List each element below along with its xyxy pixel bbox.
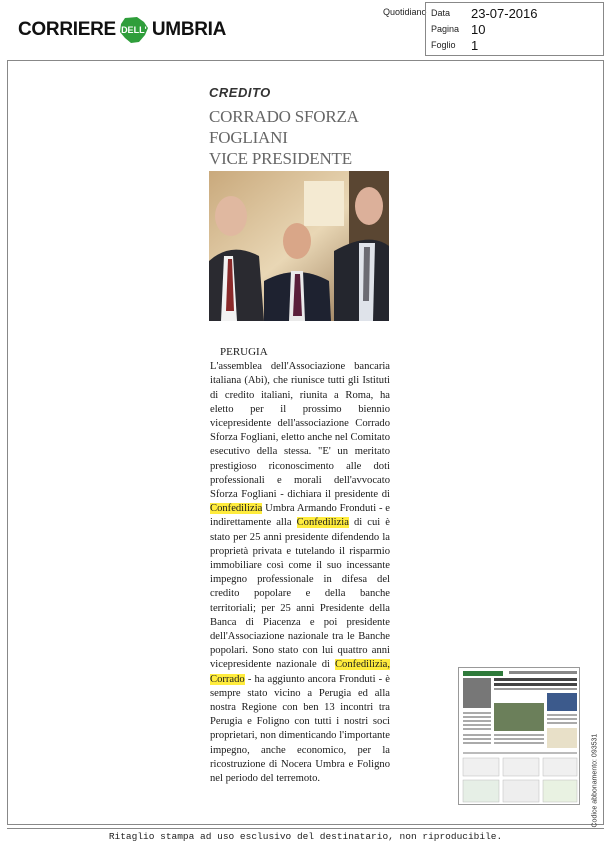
- article-body: [210, 345, 390, 786]
- headline-line: VICE PRESIDENTE: [209, 149, 352, 168]
- body-segment: - ha aggiunto ancora Fronduti - è sempre stato vicino a Perugia ed alla nostra Regione con ben 13 incontri tra Perugia e Foligno con tutti i nostri soci proprietari, non dimenticando l'importante impegno, anche economico, per la ricostruzione di Nocera Umbra e Foligno nel periodo del terremoto.: [210, 673, 390, 785]
- body-segment: Umbra Armando Fronduti - e indirettamente alla: [210, 503, 390, 529]
- article-photo: [209, 171, 389, 321]
- article-kicker: CREDITO: [209, 85, 271, 100]
- newspaper-logo: [18, 16, 226, 44]
- meta-key: Data: [431, 8, 451, 18]
- publication-type: Quotidiano: [383, 7, 427, 17]
- body-segment: L'assemblea dell'Associazione bancaria italiana (Abi), che riunisce tutti gli Istituti di credito italiani, riunita a Roma, ha eletto per il prossimo biennio vicepresidente dell'associazione Corrado Sforza Fogliani, eletto anche nel Comitato esecutivo della stessa. "E' un meritato prestigioso riconoscimento alle doti professionali e morali dell'avvocato Sforza Fogliani - dichiara il presidente di: [210, 361, 390, 501]
- meta-value: 23-07-2016: [471, 5, 538, 21]
- subscriber-code: [585, 733, 599, 828]
- logo-text-right: UMBRIA: [151, 19, 227, 40]
- clipping-meta-box: [425, 2, 604, 56]
- headline-line: CORRADO SFORZA FOGLIANI: [209, 107, 358, 147]
- meta-key: Foglio: [431, 40, 456, 50]
- body-segment: di cui è stato per 25 anni presidente difendendo la proprietà privata e tutelando il risparmio immobiliare così come il suo incessante impegno professionale in difesa del credito popolare e della banche territoriali; per 25 anni Presidente della Banca di Piacenza e poi presidente dell'Associazione nazionale tra le Banche popolari. Sono stato con lui quattro anni vicepresidente nazionale di: [210, 517, 390, 671]
- meta-value: 10: [471, 21, 486, 37]
- highlighted-term: Confedilizia: [210, 503, 263, 515]
- meta-value: 1: [471, 37, 479, 53]
- meta-row-page: [431, 21, 485, 37]
- subscriber-code-text: Codice abbonamento: 093531: [591, 733, 599, 828]
- meta-row-sheet: [431, 37, 478, 53]
- highlighted-term: Confedilizia: [296, 517, 349, 529]
- logo-text-left: CORRIERE: [18, 19, 116, 40]
- article-dateline: PERUGIA: [220, 346, 268, 358]
- clipping-footer: Ritaglio stampa ad uso esclusivo del destinatario, non riproducibile.: [7, 828, 604, 844]
- meta-row-date: [431, 5, 538, 21]
- page-thumbnail: [458, 667, 580, 805]
- meta-key: Pagina: [431, 24, 460, 34]
- umbria-region-icon: [117, 16, 151, 44]
- logo-text-middle: DELL': [121, 25, 147, 35]
- highlighted-term: Confedilizia, Corrado: [210, 659, 390, 685]
